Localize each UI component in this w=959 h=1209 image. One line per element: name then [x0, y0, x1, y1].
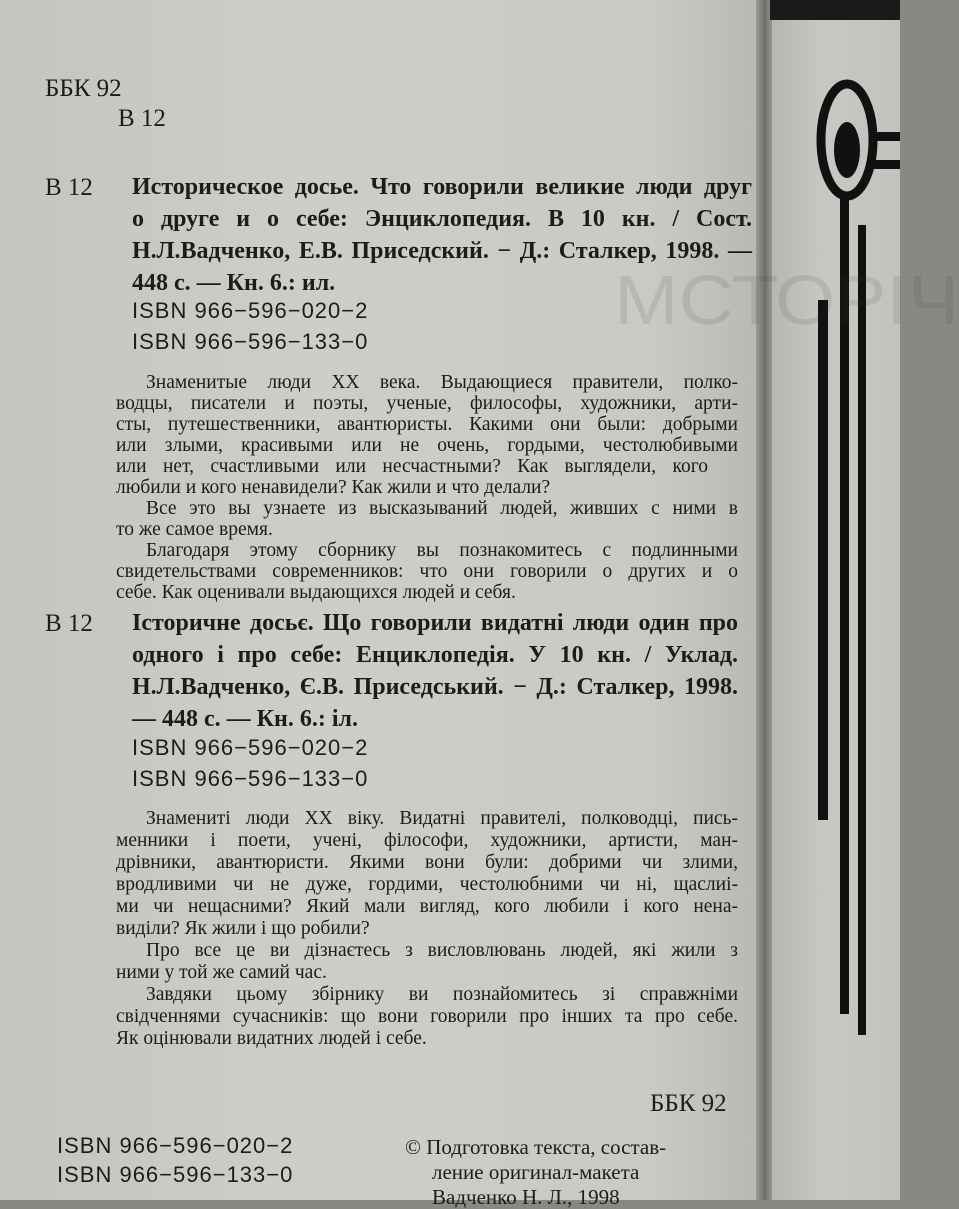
ua-desc-line: ми чи нещасними? Який мали вигляд, кого любили і кого нена-: [116, 896, 738, 917]
bbk-code: ББК 92: [45, 75, 122, 102]
ru-desc-line: то же самое время.: [116, 519, 273, 540]
ua-title-line: Н.Л.Вадченко, Є.В. Приседський. − Д.: Сталкер, 1998.: [132, 674, 738, 700]
ua-entry-code: В 12: [45, 610, 93, 637]
ua-isbn: ISBN 966−596−133−0: [132, 766, 369, 791]
ua-desc-line: дрівники, авантюристи. Якими вони були: добрими чи злими,: [116, 852, 738, 873]
ru-isbn: ISBN 966−596−020−2: [132, 298, 369, 323]
ua-desc-line: менники і поети, учені, філософи, художники, артисти, ман-: [116, 830, 738, 851]
bottom-isbn: ISBN 966−596−133−0: [57, 1162, 294, 1187]
ua-title-line: Історичне досьє. Що говорили видатні люди один про: [132, 610, 738, 636]
ua-desc-line: Знамениті люди XX віку. Видатні правителі, полководці, пись-: [146, 808, 738, 829]
ua-desc-line: виділи? Як жили і що робили?: [116, 918, 370, 939]
ru-desc-line: Все это вы узнаете из высказываний людей, живших с ними в: [146, 498, 738, 519]
copyright-line: ление оригинал-макета: [432, 1160, 640, 1184]
background-corner: [770, 0, 900, 20]
ua-title-line: одного і про себе: Енциклопедія. У 10 кн. / Уклад.: [132, 642, 738, 668]
copyright-line: Вадченко Н. Л., 1998: [432, 1185, 620, 1209]
ua-desc-line: Про все це ви дізнаєтесь з висловлювань людей, які жили з: [146, 940, 738, 961]
ru-desc-line: или нет, счастливыми или несчастными? Как выглядели, кого: [116, 456, 708, 477]
ua-desc-line: ними у той же самий час.: [116, 962, 327, 983]
ru-desc-line: себе. Как оценивали выдающихся людей и себя.: [116, 582, 516, 603]
ru-desc-line: Знаменитые люди XX века. Выдающиеся правители, полко-: [146, 372, 738, 393]
ua-desc-line: Завдяки цьому збірнику ви познайомитесь зі справжніми: [146, 984, 738, 1005]
ru-title-line: Н.Л.Вадченко, Е.В. Приседский. − Д.: Сталкер, 1998. —: [132, 238, 752, 264]
ornament-icon: [800, 60, 900, 1050]
ua-desc-line: вродливими чи не дуже, гордими, честолюбними чи ні, щаслиі-: [116, 874, 738, 895]
bottom-isbn: ISBN 966−596−020−2: [57, 1133, 294, 1158]
show-through-text: МСТОРІЧ: [614, 261, 959, 339]
ua-isbn: ISBN 966−596−020−2: [132, 735, 369, 760]
ru-desc-line: сты, путешественники, авантюристы. Какими они были: добрыми: [116, 414, 738, 435]
ru-title-line: Историческое досье. Что говорили великие люди друг: [132, 174, 752, 200]
ru-title-line: 448 с. — Кн. 6.: ил.: [132, 270, 336, 296]
ru-desc-line: свидетельствами современников: что они говорили о других и о: [116, 561, 738, 582]
ru-title-line: о друге и о себе: Энциклопедия. В 10 кн. / Сост.: [132, 206, 752, 232]
bbk-sub: В 12: [118, 105, 166, 132]
bottom-bbk: ББК 92: [650, 1090, 727, 1117]
ru-isbn: ISBN 966−596−133−0: [132, 329, 369, 354]
ru-desc-line: любили и кого ненавидели? Как жили и что делали?: [116, 477, 551, 498]
ru-desc-line: Благодаря этому сборнику вы познакомитесь с подлинными: [146, 540, 738, 561]
ru-desc-line: или злыми, красивыми или не очень, гордыми, честолюбивыми: [116, 435, 738, 456]
ru-entry-code: В 12: [45, 174, 93, 201]
ru-desc-line: водцы, писатели и поэты, ученые, философы, художники, арти-: [116, 393, 738, 414]
copyright-line: © Подготовка текста, состав-: [405, 1135, 667, 1159]
ua-desc-line: свідченнями сучасників: що вони говорили про інших та про себе.: [116, 1006, 738, 1027]
ua-title-line: — 448 с. — Кн. 6.: іл.: [132, 706, 359, 732]
ua-desc-line: Як оцінювали видатних людей і себе.: [116, 1028, 427, 1049]
